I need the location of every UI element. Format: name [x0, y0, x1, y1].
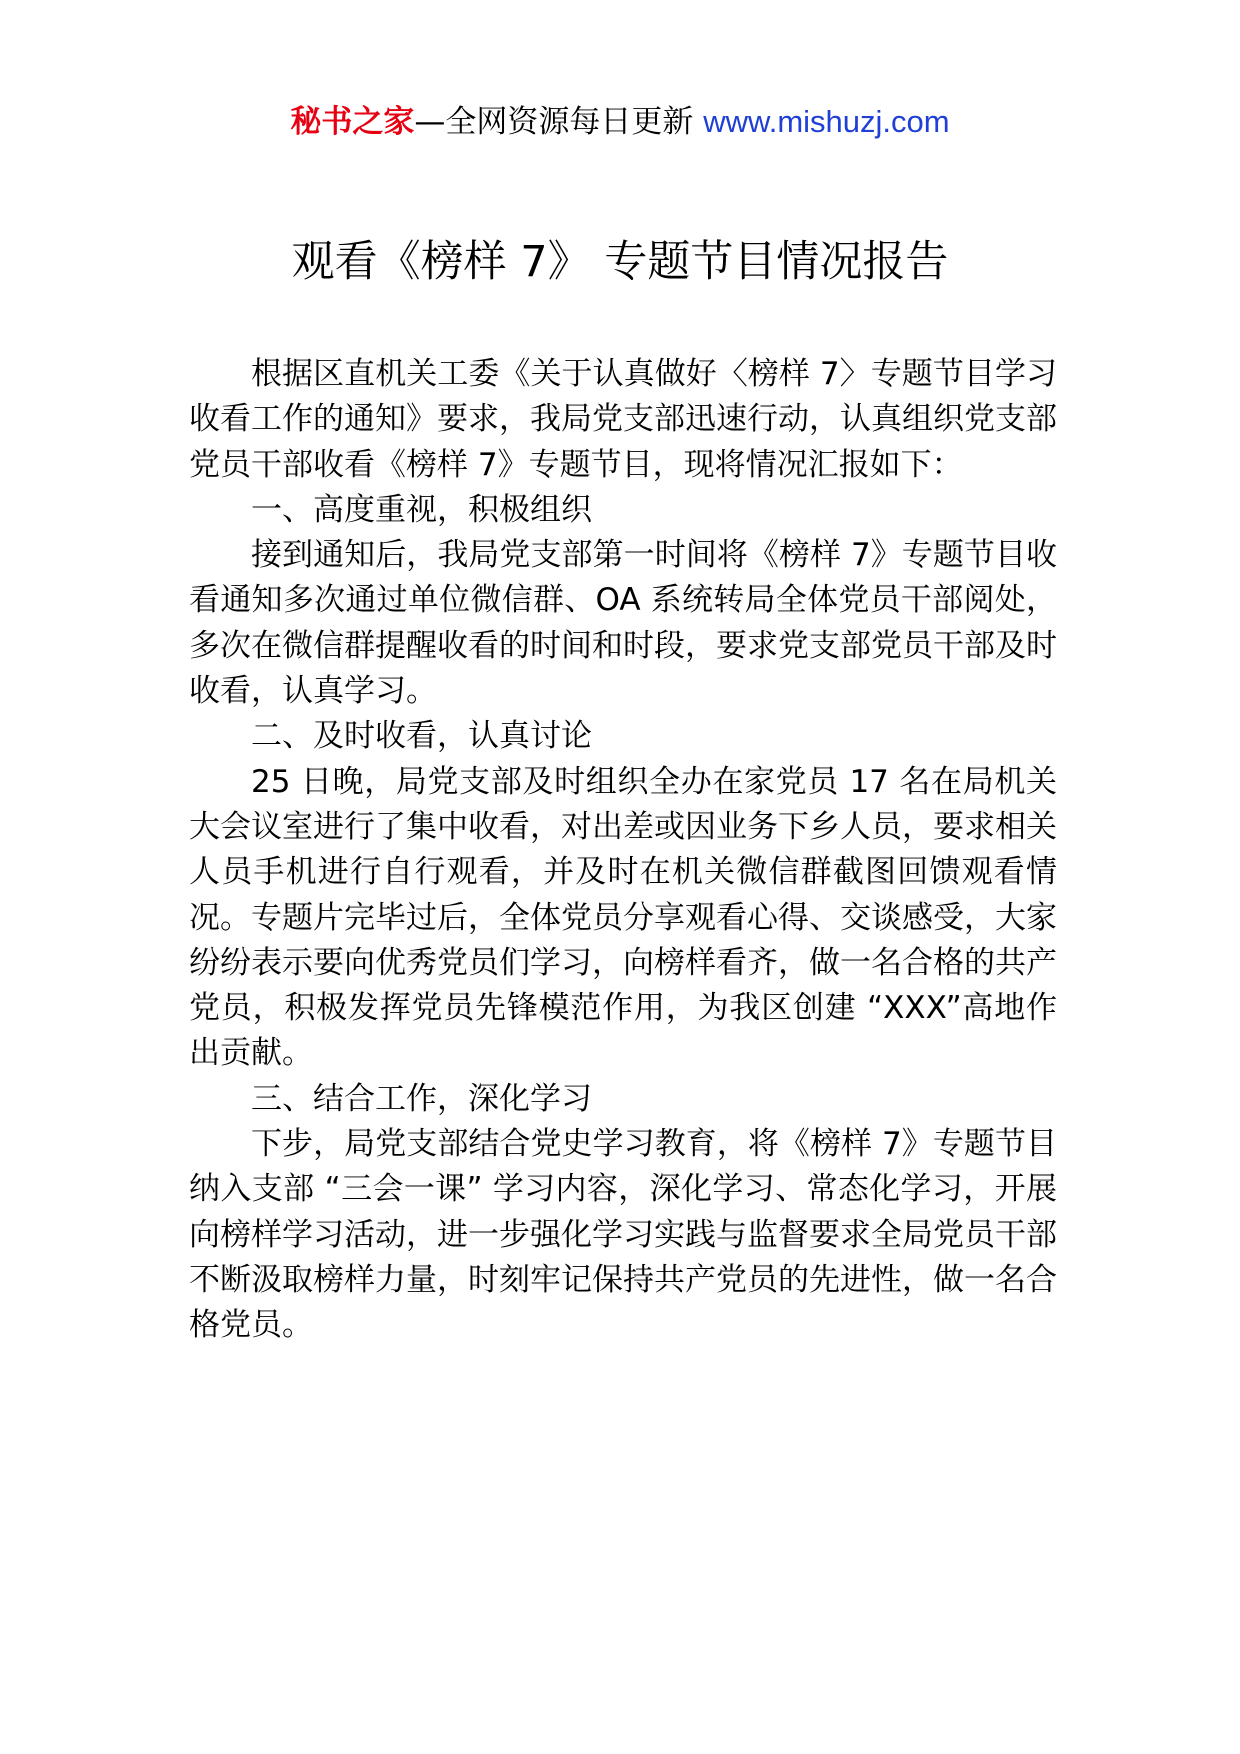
- section-heading-1: 一、高度重视，积极组织: [251, 491, 592, 528]
- banner-slogan: —全网资源每日更新: [414, 104, 704, 140]
- banner-url-link[interactable]: www.mishuzj.com: [703, 104, 950, 139]
- document-body: [189, 352, 1057, 1349]
- section-paragraph-2: 25 日晚，局党支部及时组织全办在家党员 17 名在局机关大会议室进行了集中收看，对出差或因业务下乡人员，要求相关人员手机进行自行观看，并及时在机关微信群截图回馈观看情况。专题片完毕过后，全体党员分享观看心得、交谈感受，大家纷纷表示要向优秀党员们学习，向榜样看齐，做一名合格的共产党员，积极发挥党员先锋模范作用，为我区创建 “XXX”高地作出贡献。: [189, 763, 1057, 1072]
- site-banner: [0, 100, 1240, 144]
- section-paragraph-1: 接到通知后，我局党支部第一时间将《榜样 7》专题节目收看通知多次通过单位微信群、OA 系统转局全体党员干部阅处，多次在微信群提醒收看的时间和时段，要求党支部党员干部及时收看，认真学习。: [189, 537, 1057, 710]
- intro-paragraph: 根据区直机关工委《关于认真做好〈榜样 7〉专题节目学习收看工作的通知》要求，我局党支部迅速行动，认真组织党支部党员干部收看《榜样 7》专题节目，现将情况汇报如下：: [189, 356, 1057, 483]
- section-heading-3: 三、结合工作，深化学习: [251, 1080, 592, 1117]
- section-paragraph-3: 下步，局党支部结合党史学习教育，将《榜样 7》专题节目纳入支部 “三会一课” 学习内容，深化学习、常态化学习，开展向榜样学习活动，进一步强化学习实践与监督要求全局党员干部不断汲取榜样力量，时刻牢记保持共产党员的先进性，做一名合格党员。: [189, 1126, 1057, 1344]
- banner-brand: 秘书之家: [290, 104, 415, 140]
- document-title: 观看《榜样 7》 专题节目情况报告: [291, 237, 949, 287]
- section-heading-2: 二、及时收看，认真讨论: [251, 718, 592, 755]
